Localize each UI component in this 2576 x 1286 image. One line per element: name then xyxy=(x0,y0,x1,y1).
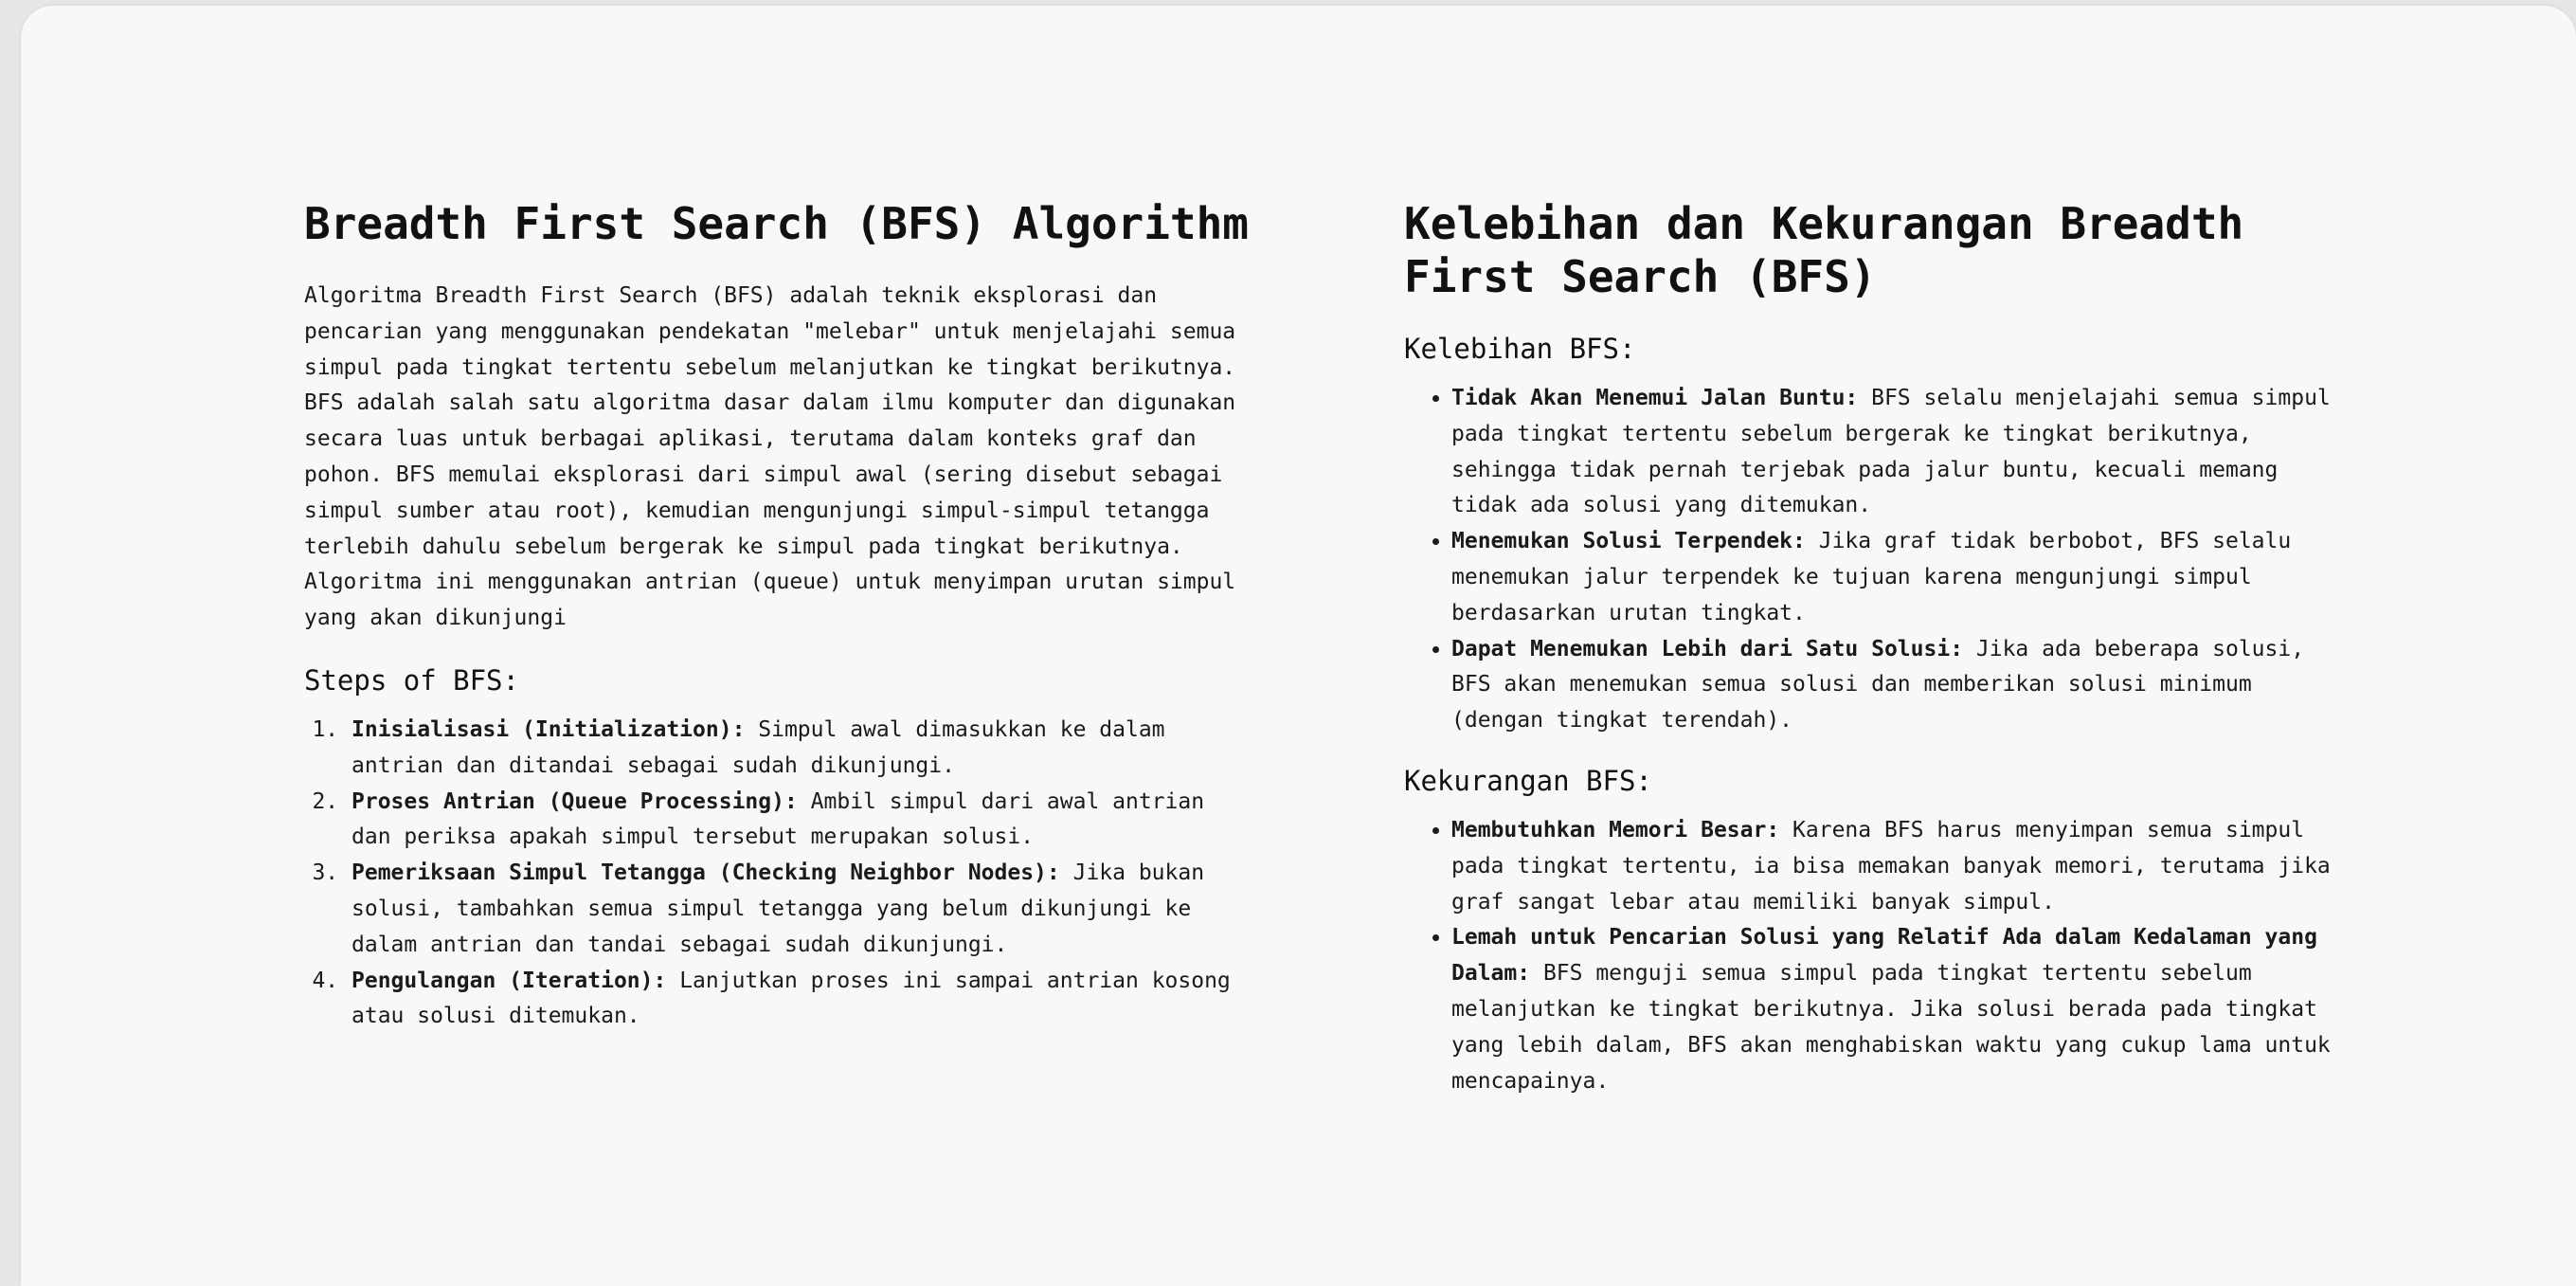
steps-heading: Steps of BFS: xyxy=(304,663,519,697)
cons-list xyxy=(1404,813,2351,1099)
steps-list xyxy=(304,713,1256,1035)
pro-text: BFS selalu menjelajahi semua simpul pada tingkat tertentu sebelum bergerak ke tingkat berikutnya, sehingga tidak pernah terjebak pada jalur buntu, kecuali memang tidak ada solusi yang ditemukan. xyxy=(1451,386,2331,518)
step-text: Jika bukan solusi, tambahkan semua simpul tetangga yang belum dikunjungi ke dalam antrian dan tandai sebagai sudah dikunjungi. xyxy=(351,860,1205,957)
pro-text: Jika ada beberapa solusi, BFS akan menemukan semua solusi dan memberikan solusi minimum (dengan tingkat terendah). xyxy=(1451,636,2305,734)
list-item xyxy=(351,713,1256,785)
pros-list xyxy=(1404,381,2351,739)
step-term: Inisialisasi (Initialization): xyxy=(351,716,746,742)
step-term: Pengulangan (Iteration): xyxy=(351,968,667,993)
pro-text: Jika graf tidak berbobot, BFS selalu menemukan jalur terpendek ke tujuan karena mengunjungi simpul berdasarkan urutan tingkat. xyxy=(1451,529,2292,625)
pros-cons-section xyxy=(1404,197,2351,1124)
list-item xyxy=(351,785,1256,857)
pro-term: Menemukan Solusi Terpendek: xyxy=(1451,529,1806,554)
step-term: Proses Antrian (Queue Processing): xyxy=(351,788,798,814)
section-title: Kelebihan dan Kekurangan Breadth First Search (BFS) xyxy=(1404,198,2244,302)
step-text: Lanjutkan proses ini sampai antrian kosong atau solusi ditemukan. xyxy=(351,968,1231,1029)
pro-term: Dapat Menemukan Lebih dari Satu Solusi: xyxy=(1451,636,1964,661)
cons-heading: Kekurangan BFS: xyxy=(1404,764,1652,797)
list-item xyxy=(351,856,1256,963)
con-term: Membutuhkan Memori Besar: xyxy=(1451,817,1780,842)
con-term: Lemah untuk Pencarian Solusi yang Relatif Ada dalam Kedalaman yang Dalam: xyxy=(1451,925,2317,987)
con-text: BFS menguji semua simpul pada tingkat tertentu sebelum melanjutkan ke tingkat berikutnya. Jika solusi berada pada tingkat yang lebih dalam, BFS akan menghabiskan waktu yang cukup lama untuk mencapainya. xyxy=(1451,961,2331,1094)
list-item xyxy=(1451,381,2351,524)
list-item xyxy=(1451,920,2351,1099)
step-text: Simpul awal dimasukkan ke dalam antrian dan ditandai sebagai sudah dikunjungi. xyxy=(351,716,1165,778)
list-item xyxy=(1451,632,2351,739)
page-title: Breadth First Search (BFS) Algorithm xyxy=(304,198,1249,249)
list-item xyxy=(1451,813,2351,920)
con-text: Karena BFS harus menyimpan semua simpul pada tingkat tertentu, ia bisa memakan banyak memori, terutama jika graf sangat lebar atau memiliki banyak simpul. xyxy=(1451,817,2331,915)
bfs-algorithm-section xyxy=(304,197,1256,1060)
step-term: Pemeriksaan Simpul Tetangga (Checking Neighbor Nodes): xyxy=(351,860,1060,886)
list-item xyxy=(1451,524,2351,631)
pro-term: Tidak Akan Menemui Jalan Buntu: xyxy=(1451,386,1859,410)
step-text: Ambil simpul dari awal antrian dan periksa apakah simpul tersebut merupakan solusi. xyxy=(351,788,1205,850)
pros-heading: Kelebihan BFS: xyxy=(1404,333,1636,365)
content-panel xyxy=(21,6,2576,1286)
list-item xyxy=(351,964,1256,1036)
intro-paragraph: Algoritma Breadth First Search (BFS) adalah teknik eksplorasi dan pencarian yang menggunakan pendekatan "melebar" untuk menjelajahi semua simpul pada tingkat tertentu sebelum melanjutkan ke tingkat berikutnya. BFS adalah salah satu algoritma dasar dalam ilmu komputer dan digunakan secara luas untuk berbagai aplikasi, terutama dalam konteks graf dan pohon. BFS memulai eksplorasi dari simpul awal (sering disebut sebagai simpul sumber atau root), kemudian mengunjungi simpul-simpul tetangga terlebih dahulu sebelum bergerak ke simpul pada tingkat berikutnya. Algoritma ini menggunakan antrian (queue) untuk menyimpan urutan simpul yang akan dikunjungi xyxy=(304,283,1236,631)
